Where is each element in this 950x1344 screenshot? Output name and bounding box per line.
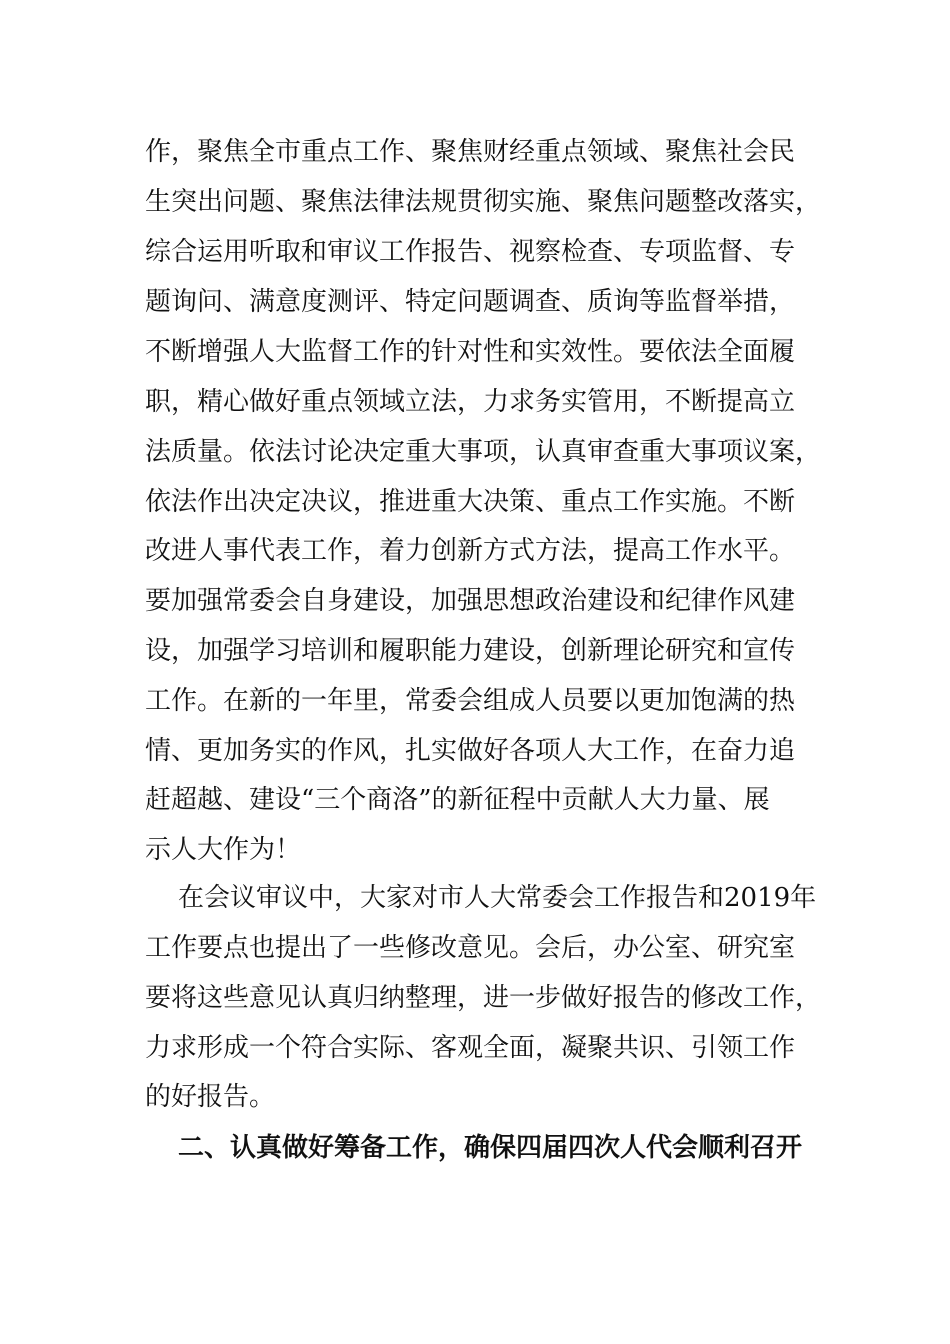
text-line: 生突出问题、聚焦法律法规贯彻实施、聚焦问题整改落实，: [145, 187, 822, 217]
text-line: 在会议审议中，大家对市人大常委会工作报告和2019年: [178, 883, 817, 913]
text-line: 设，加强学习培训和履职能力建设，创新理论研究和宣传: [145, 636, 796, 666]
text-line: 要将这些意见认真归纳整理，进一步做好报告的修改工作，: [145, 983, 822, 1013]
text-line: 职，精心做好重点领域立法，力求务实管用，不断提高立: [145, 387, 796, 417]
text-line: 赶超越、建设“三个商洛”的新征程中贡献人大力量、展: [145, 785, 770, 815]
text-line: 示人大作为！: [145, 835, 302, 865]
text-line: 工作。在新的一年里，常委会组成人员要以更加饱满的热: [145, 686, 796, 716]
text-line: 依法作出决定决议，推进重大决策、重点工作实施。不断: [145, 487, 796, 517]
text-line: 法质量。依法讨论决定重大事项，认真审查重大事项议案，: [145, 437, 822, 467]
text-line: 改进人事代表工作，着力创新方式方法，提高工作水平。: [145, 536, 796, 566]
text-line: 工作要点也提出了一些修改意见。会后，办公室、研究室: [145, 933, 796, 963]
text-line: 综合运用听取和审议工作报告、视察检查、专项监督、专: [145, 237, 796, 267]
text-line: 题询问、满意度测评、特定问题调查、质询等监督举措，: [145, 287, 796, 317]
text-line: 情、更加务实的作风，扎实做好各项人大工作，在奋力追: [145, 736, 796, 766]
section-heading: 二、认真做好筹备工作，确保四届四次人代会顺利召开: [178, 1133, 803, 1163]
text-line: 力求形成一个符合实际、客观全面，凝聚共识、引领工作: [145, 1033, 796, 1063]
text-line: 作，聚焦全市重点工作、聚焦财经重点领域、聚焦社会民: [145, 137, 796, 167]
text-line: 要加强常委会自身建设，加强思想政治建设和纪律作风建: [145, 586, 796, 616]
text-line: 不断增强人大监督工作的针对性和实效性。要依法全面履: [145, 337, 796, 367]
text-line: 的好报告。: [145, 1082, 276, 1112]
